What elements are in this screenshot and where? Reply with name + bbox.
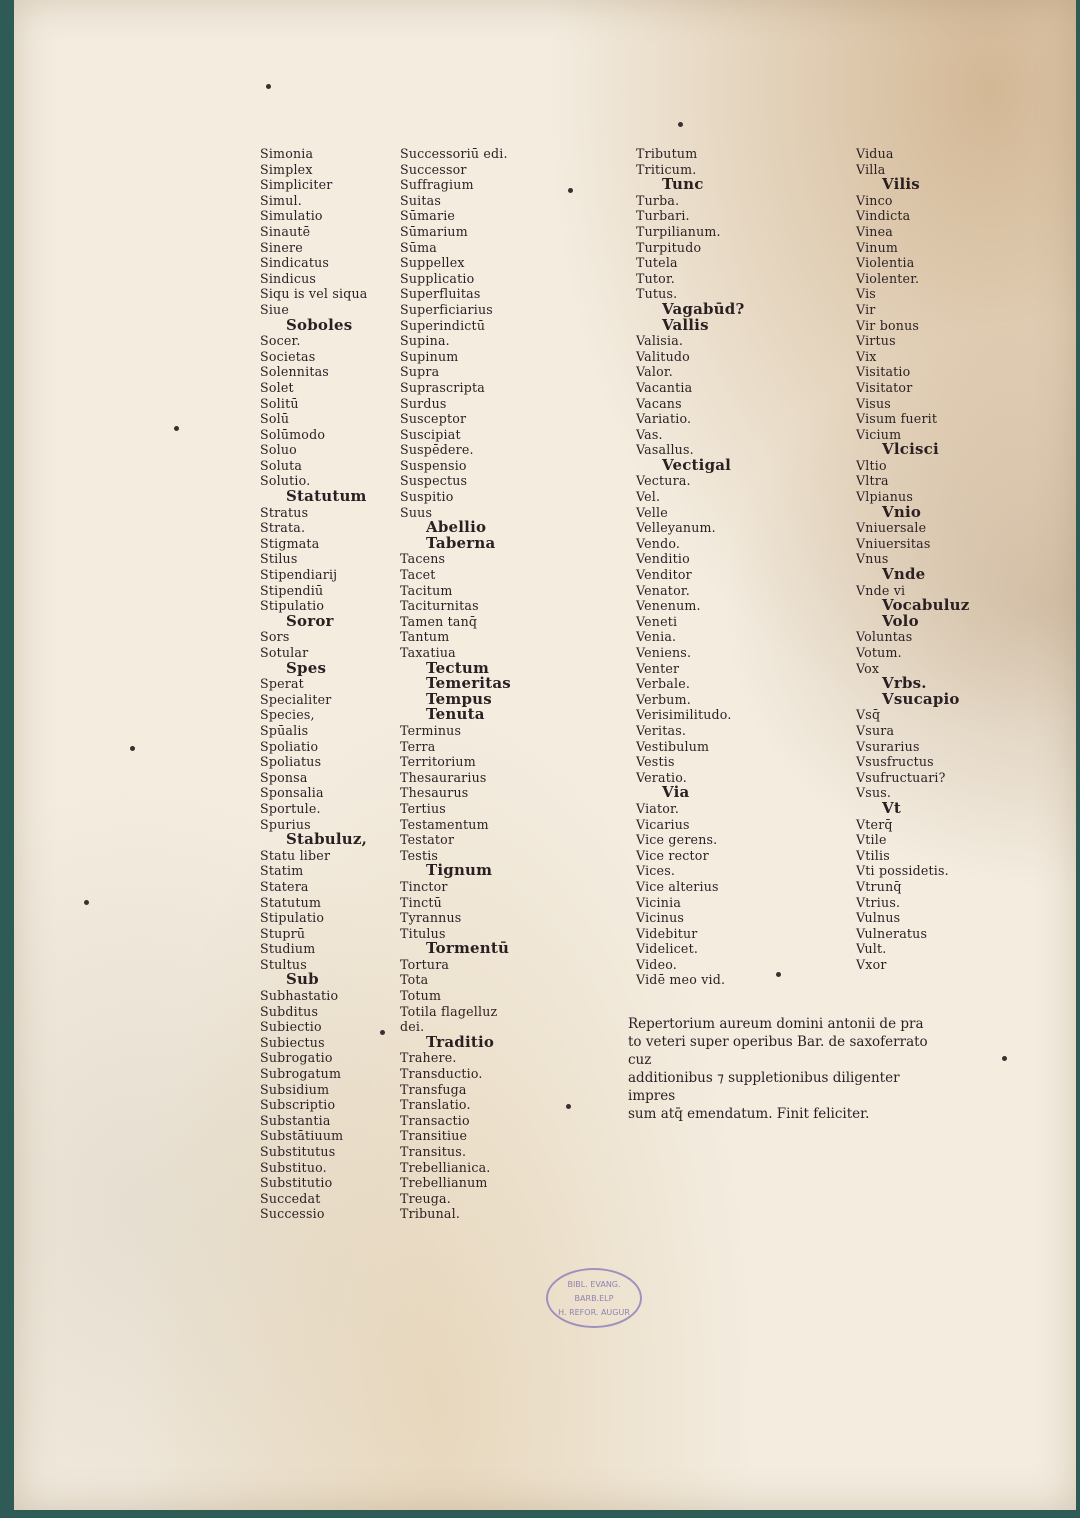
index-entry: Simonia (260, 146, 314, 161)
index-entry: Spoliatio (260, 738, 319, 754)
index-entry: Suspectus (400, 473, 468, 489)
index-entry: Substitutus (260, 1144, 336, 1159)
index-entry: Vti possidetis. (856, 863, 949, 879)
index-entry: Stratus (260, 504, 309, 520)
index-entry: Totum (400, 988, 442, 1004)
index-entry: Sindicatus (260, 255, 330, 271)
index-entry: Taxatiua (400, 645, 456, 660)
index-entry: Velleyanum. (636, 520, 716, 536)
index-entry: Suffragium (400, 177, 474, 193)
index-entry: Trahere. (400, 1050, 457, 1066)
index-entry: Soluta (260, 457, 303, 473)
colophon (628, 1015, 948, 1123)
index-entry: Venenum. (636, 598, 701, 614)
index-heading: Tenuta (426, 705, 485, 724)
index-entry: Statim (260, 863, 304, 879)
index-entry: Vniuersitas (856, 535, 931, 551)
index-entry: Treuga. (400, 1190, 451, 1206)
index-entry: Vicinia (636, 894, 682, 910)
index-entry: Venditor (636, 567, 692, 583)
index-entry: Successor (400, 161, 467, 177)
index-entry: Stigmata (260, 535, 320, 551)
index-entry: Solet (260, 379, 294, 395)
index-entry: Stultus (260, 956, 307, 972)
index-entry: Stuprū (260, 925, 306, 941)
index-entry: Spurius (260, 816, 311, 832)
index-entry: Venia. (636, 629, 677, 645)
index-entry: Vltra (856, 473, 889, 489)
index-entry: Tutor. (636, 270, 675, 286)
index-entry: Violenter. (856, 270, 920, 286)
index-entry: Tribunal. (400, 1206, 461, 1222)
index-entry: Tinctor (400, 878, 448, 894)
index-column-4 (856, 146, 969, 972)
index-entry: Sindicus (260, 270, 317, 286)
index-entry: Taciturnitas (400, 598, 479, 614)
index-entry: Solutio. (260, 473, 311, 489)
index-entry: Supplicatio (400, 270, 475, 286)
index-entry: Tertius (400, 800, 446, 816)
index-heading: Tignum (426, 861, 493, 880)
index-entry: Soluo (260, 442, 297, 458)
index-entry: Vacans (636, 395, 682, 411)
index-heading: Vt (882, 798, 901, 817)
index-entry: Vir (856, 301, 876, 317)
index-entry: Trebellianica. (400, 1159, 491, 1175)
index-heading: Tectum (426, 658, 490, 677)
index-entry: Vinum (856, 239, 899, 255)
index-entry: Substātiuum (260, 1128, 344, 1144)
index-heading: Vrbs. (882, 674, 927, 693)
index-heading: Spes (286, 658, 327, 677)
index-entry: Vice alterius (636, 878, 719, 894)
wormhole (84, 900, 89, 905)
index-heading: Tempus (426, 689, 492, 708)
index-heading: Taberna (426, 533, 496, 552)
index-heading: Vallis (662, 315, 709, 334)
wormhole (266, 84, 271, 89)
index-entry: Vicium (856, 426, 902, 442)
index-entry: Simulatio (260, 208, 323, 224)
index-entry: Videlicet. (636, 941, 699, 957)
index-entry: Votum. (856, 645, 902, 660)
index-entry: Subscriptio (260, 1097, 336, 1113)
index-entry: Stipulatio (260, 598, 325, 614)
index-entry: Valitudo (636, 348, 690, 364)
index-entry: Solennitas (260, 364, 329, 380)
index-entry: Suprascripta (400, 379, 485, 395)
index-entry: Susceptor (400, 411, 467, 427)
index-entry: Violentia (856, 255, 915, 271)
index-heading: Vagabūd? (662, 299, 745, 318)
index-heading: Temeritas (426, 674, 511, 693)
index-entry: dei. (400, 1019, 425, 1035)
index-entry: Vix (856, 348, 877, 364)
index-entry: Vas. (636, 426, 663, 442)
wormhole (776, 972, 781, 977)
index-entry: Tortura (400, 956, 450, 972)
index-entry: Sūmarium (400, 223, 468, 239)
index-entry: Supinum (400, 348, 459, 364)
index-heading: Tormentū (426, 939, 510, 958)
index-entry: Trebellianum (400, 1175, 488, 1191)
index-entry: Vicarius (636, 816, 690, 832)
index-heading: Vectigal (662, 455, 732, 474)
index-heading: Vnio (882, 502, 922, 521)
wormhole (1002, 1056, 1007, 1061)
index-column-3 (636, 146, 744, 988)
wormhole (678, 122, 683, 127)
index-entry: Sinere (260, 239, 303, 255)
index-entry: Suspēdere. (400, 442, 474, 458)
index-heading: Tunc (662, 175, 704, 194)
index-entry: Translatio. (400, 1097, 471, 1113)
index-heading: Via (662, 783, 690, 802)
index-heading: Stabuluz, (286, 830, 368, 849)
index-entry: Villa (856, 161, 886, 177)
index-entry: Suspitio (400, 489, 454, 505)
index-entry: Video. (636, 956, 677, 972)
index-entry: Visum fuerit (856, 411, 938, 427)
index-entry: Vendo. (636, 535, 681, 551)
index-entry: Testator (400, 832, 455, 848)
index-entry: Thesaurarius (400, 769, 487, 785)
index-entry: Vox (856, 660, 880, 676)
index-entry: Totila flagelluz (400, 1003, 498, 1019)
index-entry: Subiectio (260, 1019, 322, 1035)
index-entry: Supina. (400, 333, 450, 349)
index-entry: Simul. (260, 192, 302, 208)
index-heading: Volo (882, 611, 919, 630)
index-entry: Transitiue (400, 1128, 468, 1144)
index-entry: Vinco (856, 192, 893, 208)
index-entry: Vacantia (636, 379, 693, 395)
index-entry: Vult. (856, 941, 887, 957)
index-entry: Vsus. (856, 785, 892, 801)
index-entry: Spūalis (260, 722, 309, 738)
index-entry: Stipendiarij (260, 567, 338, 583)
index-entry: Stipendiū (260, 582, 324, 598)
index-entry: Vasallus. (636, 442, 694, 458)
index-entry: Visitatio (856, 364, 911, 380)
index-entry: Thesaurus (400, 785, 469, 801)
index-entry: Solū (260, 411, 290, 427)
index-entry: Tacens (400, 551, 446, 567)
index-entry: Virtus (856, 333, 896, 349)
index-entry: Vtrius. (856, 894, 901, 910)
index-entry: Vlpianus (856, 489, 914, 505)
index-entry: Statu liber (260, 847, 331, 863)
index-entry: Vinea (856, 223, 893, 239)
index-entry: Sperat (260, 676, 304, 692)
index-entry: Siue (260, 301, 290, 317)
index-heading: Soror (286, 611, 334, 630)
index-entry: Simpliciter (260, 177, 333, 193)
index-entry: Superfluitas (400, 286, 481, 302)
index-entry: Vsq̄ (856, 707, 881, 723)
index-heading: Vsucapio (882, 689, 960, 708)
index-entry: Tributum (636, 146, 698, 161)
index-entry: Vterq̄ (856, 816, 893, 832)
index-entry: Vice gerens. (636, 832, 718, 848)
index-entry: Tacitum (400, 582, 453, 598)
index-entry: Sors (260, 629, 290, 645)
index-entry: Subsidium (260, 1081, 330, 1097)
index-entry: Vice rector (636, 847, 709, 863)
index-entry: Venator. (636, 582, 690, 598)
index-entry: Subrogatum (260, 1066, 342, 1082)
index-entry: Vulnus (856, 910, 901, 926)
index-heading: Statutum (286, 487, 367, 506)
index-entry: Turba. (636, 192, 680, 208)
index-entry: Verbale. (636, 676, 691, 692)
index-entry: Suitas (400, 192, 441, 208)
index-entry: Transitus. (400, 1144, 467, 1159)
index-entry: Vicinus (636, 910, 685, 926)
index-entry: Subditus (260, 1003, 319, 1019)
index-entry: Veratio. (636, 769, 687, 785)
index-entry: Siqu is vel siqua (260, 286, 368, 302)
index-entry: Vidua (856, 146, 894, 161)
index-entry: Tacet (400, 567, 436, 583)
index-entry: Sūmarie (400, 208, 456, 224)
stamp-line: BIBL. EVANG. (567, 1280, 621, 1289)
index-entry: Superficiarius (400, 301, 493, 317)
index-entry: Veneti (636, 613, 678, 629)
index-entry: Sportule. (260, 800, 321, 816)
index-entry: Vnde vi (856, 582, 906, 598)
index-entry: Sotular (260, 645, 309, 660)
index-entry: Vis (856, 286, 876, 302)
index-entry: Triticum. (636, 161, 697, 177)
index-entry: Vtilis (856, 847, 890, 863)
index-heading: Sub (286, 970, 319, 989)
index-entry: Suppellex (400, 255, 465, 271)
index-entry: Turpitudo (636, 239, 702, 255)
index-entry: Sponsa (260, 769, 308, 785)
index-entry: Succedat (260, 1190, 321, 1206)
index-entry: Successoriū edi. (400, 146, 508, 161)
index-entry: Studium (260, 941, 316, 957)
index-entry: Suscipiat (400, 426, 461, 442)
index-entry: Turpilianum. (636, 223, 721, 239)
index-entry: Titulus (400, 925, 446, 941)
index-entry: Vnus (856, 551, 889, 567)
index-heading: Vnde (882, 565, 926, 584)
index-entry: Tota (400, 972, 429, 988)
index-entry: Sūma (400, 239, 437, 255)
index-entry: Turbari. (636, 208, 690, 224)
index-entry: Visitator (856, 379, 913, 395)
index-entry: Superindictū (400, 317, 486, 333)
index-entry: Veritas. (636, 722, 687, 738)
index-entry: Suspensio (400, 457, 467, 473)
wormhole (174, 426, 179, 431)
wormhole (380, 1030, 385, 1035)
index-entry: Transductio. (400, 1066, 483, 1082)
index-entry: Terra (400, 738, 436, 754)
index-entry: Sponsalia (260, 785, 324, 801)
index-entry: Testis (400, 847, 439, 863)
index-entry: Simplex (260, 161, 313, 177)
stamp-line: H. REFOR. AUGUR (558, 1308, 630, 1317)
index-entry: Substituo. (260, 1159, 327, 1175)
index-entry: Viator. (636, 800, 680, 816)
index-entry: Venditio (636, 551, 690, 567)
index-entry: Vestis (636, 754, 675, 770)
index-entry: Subhastatio (260, 988, 339, 1004)
index-entry: Velle (636, 504, 668, 520)
index-entry: Tyrannus (400, 910, 462, 926)
index-entry: Veniens. (636, 645, 692, 660)
index-entry: Vtile (856, 832, 887, 848)
index-heading: Vocabuluz (882, 596, 970, 615)
index-entry: Vniuersale (856, 520, 927, 536)
index-entry: Vtrunq̄ (856, 878, 902, 894)
index-entry: Specialiter (260, 691, 332, 707)
index-heading: Soboles (286, 315, 353, 334)
index-heading: Vlcisci (882, 440, 939, 459)
index-entry: Strata. (260, 520, 306, 536)
index-entry: Vectura. (636, 473, 691, 489)
colophon-line: sum atq̄ emendatum. Finit feliciter. (628, 1106, 870, 1122)
colophon-line: additionibus ⁊ suppletionibus diligenter impres (628, 1070, 900, 1104)
index-entry: Vsufructuari? (856, 769, 946, 785)
index-entry: Stilus (260, 551, 298, 567)
index-heading: Abellio (426, 518, 487, 537)
index-entry: Verbum. (636, 691, 691, 707)
index-entry: Solitū (260, 395, 299, 411)
index-entry: Substitutio (260, 1175, 333, 1191)
colophon-line: to veteri super operibus Bar. de saxoferrato cuz (628, 1034, 928, 1068)
index-entry: Successio (260, 1206, 325, 1222)
index-entry: Stipulatio (260, 910, 325, 926)
index-entry: Tantum (400, 629, 450, 645)
index-entry: Vxor (856, 956, 887, 972)
wormhole (130, 746, 135, 751)
index-entry: Testamentum (400, 816, 489, 832)
index-entry: Solūmodo (260, 426, 326, 442)
index-entry: Tutus. (636, 286, 678, 302)
index-entry: Valisia. (636, 333, 684, 349)
index-entry: Sinautē (260, 223, 311, 239)
index-entry: Socer. (260, 333, 301, 349)
wormhole (568, 188, 573, 193)
index-entry: Vir bonus (856, 317, 920, 333)
index-entry: Verisimilitudo. (636, 707, 732, 723)
index-entry: Videbitur (636, 925, 698, 941)
index-entry: Transfuga (400, 1081, 467, 1097)
index-entry: Vsusfructus (856, 754, 934, 770)
index-entry: Tinctū (400, 894, 442, 910)
stamp-line: BARB.ELP (574, 1294, 614, 1303)
library-stamp (546, 1268, 642, 1328)
index-entry: Spoliatus (260, 754, 322, 770)
index-entry: Vel. (636, 489, 661, 505)
index-entry: Tamen tanq̄ (400, 613, 478, 629)
index-entry: Vindicta (856, 208, 911, 224)
index-entry: Subiectus (260, 1034, 325, 1050)
index-entry: Statera (260, 878, 309, 894)
index-entry: Terminus (400, 722, 462, 738)
index-entry: Vidē meo vid. (636, 972, 726, 988)
index-entry: Vsura (856, 722, 895, 738)
index-entry: Variatio. (636, 411, 692, 427)
index-heading: Vilis (882, 175, 920, 194)
index-entry: Surdus (400, 395, 447, 411)
index-column-2 (400, 146, 511, 1222)
colophon-line: Repertorium aureum domini antonii de pra (628, 1016, 924, 1032)
index-entry: Transactio (400, 1112, 470, 1128)
index-entry: Suus (400, 504, 433, 520)
index-entry: Vsurarius (856, 738, 920, 754)
index-entry: Vltio (856, 457, 887, 473)
index-entry: Subrogatio (260, 1050, 333, 1066)
index-entry: Supra (400, 364, 440, 380)
index-entry: Tutela (636, 255, 678, 271)
index-entry: Species, (260, 707, 315, 723)
index-entry: Venter (636, 660, 680, 676)
index-entry: Vestibulum (636, 738, 710, 754)
index-entry: Vulneratus (856, 925, 928, 941)
index-entry: Visus (856, 395, 891, 411)
index-entry: Substantia (260, 1112, 331, 1128)
index-entry: Statutum (260, 894, 322, 910)
index-entry: Societas (260, 348, 316, 364)
index-entry: Territorium (400, 754, 476, 770)
index-entry: Voluntas (856, 629, 913, 645)
index-column-1 (260, 146, 368, 1222)
index-entry: Vices. (636, 863, 676, 879)
index-entry: Valor. (636, 364, 673, 380)
wormhole (566, 1104, 571, 1109)
index-heading: Traditio (426, 1032, 495, 1051)
